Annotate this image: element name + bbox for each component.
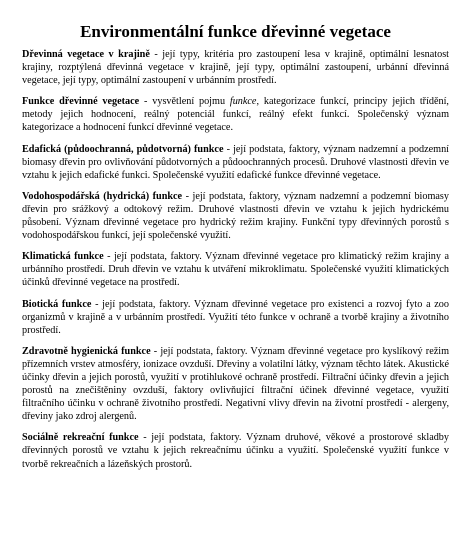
section-heading: Klimatická funkce <box>22 251 104 263</box>
section-health-hygienic-function <box>22 345 449 424</box>
section-biotic-function <box>22 298 449 337</box>
section-edaphic-function <box>22 143 449 182</box>
section-vegetation-in-landscape <box>22 48 449 87</box>
section-body: - vysvětlení pojmu <box>139 96 230 108</box>
section-heading: Biotická funkce <box>22 298 92 310</box>
section-functions <box>22 95 449 134</box>
section-heading: Dřevinná vegetace v krajině <box>22 49 150 60</box>
section-heading: Zdravotně hygienická funkce <box>22 345 151 357</box>
section-heading: Funkce dřevinné vegetace <box>22 96 140 108</box>
section-climatic-function <box>22 250 449 289</box>
section-body: - její podstata, faktory. Význam druhové, věkové a prostorové skladby dřevinných porostů ve vztahu k jejich rekreačnímu účinku a využití. Společenské využití funkce v tvorbě rekreačních a lázeňských prostorů. <box>22 432 449 470</box>
section-body: - její podstata, faktory. Význam dřevinné vegetace pro klimatický režim krajiny a urbánního prostředí. Druh dřevin ve vztahu k utváření mikroklimatu. Společenské využití klimatických účinků dřevinné vegetace na prostředí. <box>22 251 449 289</box>
section-body: - její podstata, faktory. Význam dřevinné vegetace pro existenci a rozvoj fyto a zoo organizmů v krajině a v urbánním prostředí. Využití této funkce v ochraně a tvorbě krajiny a životního prostředí. <box>22 298 449 336</box>
section-body: - její podstata, faktory, význam nadzemní a podzemní biomasy dřevin pro srážkový a odtokový režim. Druhové vlastnosti dřevin ve vztahu k jejich hydrickému působení. Význam dřevinné vegetace pro hydrický režim krajiny. Funkční typy dřevinných porostů s vodohospodářskou funkcí, její společenské využití. <box>22 190 449 242</box>
section-body-emphasis: funkce <box>229 96 257 108</box>
section-body: - její podstata, faktory, význam nadzemní a podzemní biomasy dřevin pro ovlivňování půdotvorných a půdoochranných procesů. Druhové vlastnosti dřevin ve vztahu k jejich edafické funkci. Společenské využití edafické funkce dřevinné vegetace. <box>22 143 449 181</box>
section-body: - její podstata, faktory. Význam dřevinné vegetace pro kyslíkový režim přízemních vrstev atmosféry, ionizace ovzduší. Dřeviny a volatilní látky, význam těchto látek. Akustické účinky dřevin a jejich porostů, využití v protihlukové ochraně prostředí. Filtrační účinky dřevin a jejich porostů na znečištěniny ovzduší, faktory ovlivňující filtrační účinek dřevinné vegetace, využití filtračního účinku v ochraně životního prostředí. Negativní vlivy dřevin na životní prostředí - alergeny, dřeviny jako zdroj alergenů. <box>22 345 449 423</box>
section-heading: Vodohospodářská (hydrická) funkce <box>22 190 183 202</box>
section-social-recreational-function <box>22 431 449 470</box>
section-body: , kategorizace funkcí, principy jejich třídění, metody jejich hodnocení, reálný potenciál funkcí, reálný efekt funkcí. Společenský význam kategorizace a hodnocení funkcí dřevinné vegetace. <box>22 96 449 134</box>
section-heading: Sociálně rekreační funkce <box>22 432 139 444</box>
section-body: - její typy, kritéria pro zastoupení lesa v krajině, optimální lesnatost krajiny, rozptýlená dřevinná vegetace v krajině, její typy, optimální zastoupení, urbánní dřevinná vegetace, její typy, optimální zastoupení v urbánním prostředí. <box>22 49 449 87</box>
section-heading: Edafická (půdoochranná, půdotvorná) funkce <box>22 143 224 155</box>
page-title: Environmentální funkce dřevinné vegetace <box>80 22 391 41</box>
section-hydric-function <box>22 190 449 242</box>
